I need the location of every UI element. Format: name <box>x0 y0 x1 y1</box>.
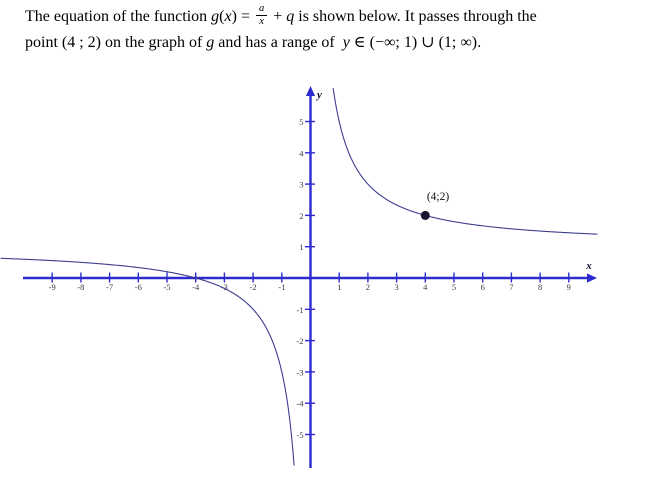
x-tick-label: -3 <box>220 282 228 292</box>
y-tick-label: 4 <box>299 148 304 159</box>
problem-text-segment: is shown below. It passes through the <box>294 8 537 25</box>
x-tick-label: 8 <box>537 282 543 292</box>
x-tick-label: -1 <box>278 282 286 292</box>
x-tick-label: 6 <box>480 282 485 292</box>
x-tick-label: -6 <box>134 282 142 292</box>
x-tick-label: 3 <box>394 282 399 292</box>
problem-line-2 <box>25 30 615 56</box>
range-notation: ∈ (−∞; 1) ∪ (1; ∞). <box>349 34 482 52</box>
problem-text-segment: and has a range of <box>214 34 339 52</box>
y-tick-label: -1 <box>296 304 304 315</box>
y-tick-label: -3 <box>296 367 304 378</box>
x-tick-label: 4 <box>423 282 428 292</box>
problem-line-1 <box>25 4 615 30</box>
math-var-g: g <box>211 8 220 25</box>
math-var-y: y <box>342 34 350 52</box>
math-paren-open: ( <box>219 8 225 25</box>
y-tick-label: -5 <box>296 430 304 440</box>
math-var-x: x <box>224 8 232 25</box>
x-tick-label: -5 <box>163 282 171 292</box>
fraction-denominator: x <box>259 15 264 27</box>
x-tick-label: -4 <box>192 282 200 292</box>
math-var-q: q <box>286 8 295 25</box>
problem-text-segment: The equation of the function <box>25 8 212 25</box>
x-axis-label: x <box>586 260 592 272</box>
x-tick-label: -7 <box>106 282 114 292</box>
y-tick-label: 2 <box>299 210 304 221</box>
marked-point <box>421 211 430 220</box>
x-tick-label: -2 <box>249 282 257 292</box>
x-tick-label: 1 <box>337 282 342 292</box>
math-fraction <box>256 3 267 28</box>
y-tick-label: 3 <box>299 179 304 190</box>
x-tick-label: 5 <box>451 282 457 292</box>
problem-text-segment: point (4 ; 2) on the graph of <box>25 34 207 52</box>
y-tick-label: 5 <box>299 117 304 127</box>
x-tick-label: 7 <box>509 282 514 292</box>
curve-branch <box>333 88 597 234</box>
y-tick-label: -4 <box>296 398 304 409</box>
x-tick-label: -8 <box>77 282 85 292</box>
x-axis-arrowhead-icon <box>587 273 597 282</box>
marked-point-label: (4;2) <box>426 191 450 203</box>
y-axis-label: y <box>317 89 322 101</box>
x-tick-label: 9 <box>566 282 571 292</box>
x-tick-label: -9 <box>48 282 56 292</box>
math-var-g: g <box>206 34 215 52</box>
y-tick-label: 1 <box>299 242 304 253</box>
x-tick-label: 2 <box>365 282 371 292</box>
y-tick-label: -2 <box>296 336 304 347</box>
problem-statement <box>25 4 615 57</box>
math-equals: ) = <box>231 8 254 25</box>
y-axis-arrowhead-icon <box>306 86 315 96</box>
math-plus: + <box>269 8 287 25</box>
point-group <box>421 211 430 220</box>
fraction-numerator: a <box>256 3 267 16</box>
